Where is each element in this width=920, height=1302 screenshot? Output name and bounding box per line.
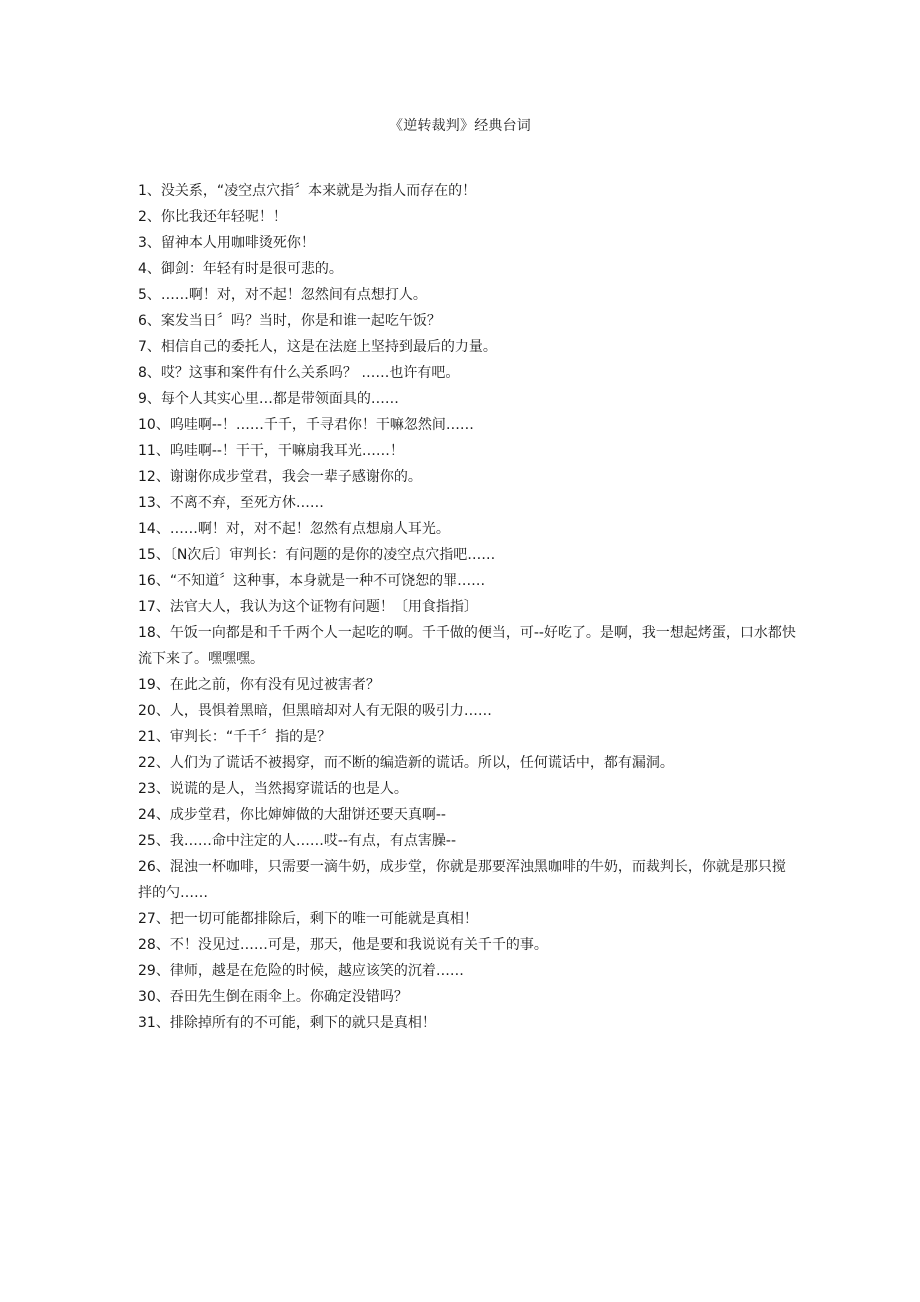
- quote-text: 留神本人用咖啡烫死你！: [160, 235, 315, 251]
- quote-number: 17: [138, 599, 156, 615]
- quote-item: [138, 516, 798, 542]
- quote-separator: 、: [155, 937, 170, 953]
- quote-separator: 、: [155, 859, 170, 875]
- quote-number: 16: [138, 573, 156, 589]
- quote-text: 审判长：“千千〞指的是？: [169, 729, 332, 745]
- quote-item: [138, 724, 798, 750]
- quote-item: [138, 308, 798, 334]
- quote-text: 每个人其实心里…都是带领面具的……: [160, 391, 399, 407]
- quote-separator: 、: [155, 443, 170, 459]
- quote-number: 9: [138, 391, 147, 407]
- quote-text: 不离不弃，至死方休……: [169, 495, 324, 511]
- quote-item: [138, 620, 798, 672]
- quote-text: ……啊！对，对不起！忽然间有点想打人。: [160, 287, 427, 303]
- quote-number: 4: [138, 261, 147, 277]
- quote-text: 案发当日〞吗？当时，你是和谁一起吃午饭？: [160, 313, 441, 329]
- quote-item: [138, 412, 798, 438]
- quote-separator: 、: [155, 963, 170, 979]
- quote-number: 2: [138, 209, 147, 225]
- quote-separator: 、: [146, 261, 161, 277]
- quote-item: [138, 958, 798, 984]
- quote-text: “不知道〞这种事，本身就是一种不可饶恕的罪……: [169, 573, 486, 589]
- quote-separator: 、: [146, 365, 161, 381]
- quote-number: 31: [138, 1015, 156, 1031]
- quote-item: [138, 594, 798, 620]
- quote-separator: 、: [146, 287, 161, 303]
- quote-text: 吞田先生倒在雨伞上。你确定没错吗？: [169, 989, 408, 1005]
- quote-separator: 、: [155, 781, 170, 797]
- quote-number: 11: [138, 443, 156, 459]
- quote-number: 19: [138, 677, 156, 693]
- quote-number: 27: [138, 911, 156, 927]
- quote-item: [138, 932, 798, 958]
- quote-text: 哎？这事和案件有什么关系吗？ ……也许有吧。: [160, 365, 460, 381]
- quote-text: 人，畏惧着黑暗，但黑暗却对人有无限的吸引力……: [169, 703, 492, 719]
- quote-item: [138, 568, 798, 594]
- quote-text: 相信自己的委托人，这是在法庭上坚持到最后的力量。: [160, 339, 497, 355]
- quote-number: 22: [138, 755, 156, 771]
- quote-separator: 、: [146, 313, 161, 329]
- quote-separator: 、: [155, 625, 170, 641]
- quote-number: 7: [138, 339, 147, 355]
- quote-text: 谢谢你成步堂君，我会一辈子感谢你的。: [169, 469, 422, 485]
- quote-number: 3: [138, 235, 147, 251]
- quote-item: [138, 256, 798, 282]
- quote-number: 26: [138, 859, 156, 875]
- quote-item: [138, 854, 798, 906]
- quote-item: [138, 672, 798, 698]
- quote-number: 8: [138, 365, 147, 381]
- quote-separator: 、: [155, 989, 170, 1005]
- quote-separator: 、: [155, 521, 170, 537]
- quote-text: 在此之前，你有没有见过被害者？: [169, 677, 380, 693]
- quote-number: 24: [138, 807, 156, 823]
- quote-number: 30: [138, 989, 156, 1005]
- quote-text: 混浊一杯咖啡，只需要一滴牛奶，成步堂，你就是那要浑浊黑咖啡的牛奶，而裁判长，你就是那只搅拌的勺……: [138, 859, 786, 901]
- quote-item: [138, 386, 798, 412]
- quote-item: [138, 1010, 798, 1036]
- quote-text: 律师，越是在危险的时候，越应该笑的沉着……: [169, 963, 464, 979]
- quote-separator: 、: [155, 573, 170, 589]
- quote-separator: 、: [146, 235, 161, 251]
- quote-number: 14: [138, 521, 156, 537]
- quote-item: [138, 438, 798, 464]
- quote-separator: 、: [155, 677, 170, 693]
- quote-number: 10: [138, 417, 156, 433]
- quote-number: 13: [138, 495, 156, 511]
- quote-text: 成步堂君，你比婶婶做的大甜饼还要天真啊--: [169, 807, 446, 823]
- quote-item: [138, 334, 798, 360]
- quote-separator: 、: [146, 339, 161, 355]
- quote-number: 12: [138, 469, 156, 485]
- quote-number: 29: [138, 963, 156, 979]
- quote-separator: 、: [155, 807, 170, 823]
- quote-list: [138, 178, 798, 1036]
- quote-number: 23: [138, 781, 156, 797]
- quote-item: [138, 750, 798, 776]
- quote-item: [138, 906, 798, 932]
- quote-text: 排除掉所有的不可能，剩下的就只是真相！: [169, 1015, 436, 1031]
- quote-separator: 、: [155, 703, 170, 719]
- quote-text: 呜哇啊--！……千千，千寻君你！干嘛忽然间……: [169, 417, 474, 433]
- quote-separator: 、: [155, 1015, 170, 1031]
- quote-separator: 、: [155, 755, 170, 771]
- quote-separator: 、: [155, 729, 170, 745]
- quote-item: [138, 282, 798, 308]
- quote-number: 18: [138, 625, 156, 641]
- quote-number: 1: [138, 183, 147, 199]
- quote-number: 25: [138, 833, 156, 849]
- quote-item: [138, 230, 798, 256]
- quote-text: 你比我还年轻呢！！: [160, 209, 287, 225]
- quote-item: [138, 490, 798, 516]
- quote-text: 把一切可能都排除后，剩下的唯一可能就是真相！: [169, 911, 478, 927]
- quote-number: 5: [138, 287, 147, 303]
- quote-separator: 、: [155, 417, 170, 433]
- quote-text: 午饭一向都是和千千两个人一起吃的啊。千千做的便当，可--好吃了。是啊，我一想起烤蛋，口水都快流下来了。嘿嘿嘿。: [138, 625, 796, 667]
- quote-item: [138, 984, 798, 1010]
- quote-item: [138, 204, 798, 230]
- quote-item: [138, 698, 798, 724]
- quote-text: 法官大人，我认为这个证物有问题！〔用食指指〕: [169, 599, 478, 615]
- quote-text: 我……命中注定的人……哎--有点，有点害臊--: [169, 833, 457, 849]
- quote-number: 15: [138, 547, 156, 563]
- quote-separator: 、: [155, 547, 170, 563]
- quote-text: 〔N次后〕审判长：有问题的是你的凌空点穴指吧……: [169, 547, 496, 563]
- quote-separator: 、: [155, 599, 170, 615]
- quote-text: ……啊！对，对不起！忽然有点想扇人耳光。: [169, 521, 450, 537]
- quote-item: [138, 360, 798, 386]
- quote-separator: 、: [155, 833, 170, 849]
- quote-number: 20: [138, 703, 156, 719]
- quote-text: 御剑：年轻有时是很可悲的。: [160, 261, 343, 277]
- quote-item: [138, 464, 798, 490]
- quote-item: [138, 828, 798, 854]
- quote-text: 没关系，“凌空点穴指〞本来就是为指人而存在的！: [160, 183, 477, 199]
- quote-text: 呜哇啊--！干干，干嘛扇我耳光……！: [169, 443, 404, 459]
- quote-separator: 、: [155, 911, 170, 927]
- quote-separator: 、: [146, 209, 161, 225]
- quote-separator: 、: [155, 469, 170, 485]
- quote-number: 28: [138, 937, 156, 953]
- quote-text: 不！没见过……可是，那天，他是要和我说说有关千千的事。: [169, 937, 548, 953]
- quote-text: 说谎的是人，当然揭穿谎话的也是人。: [169, 781, 408, 797]
- quote-number: 6: [138, 313, 147, 329]
- document-title: 《逆转裁判》经典台词: [389, 118, 531, 134]
- quote-separator: 、: [146, 391, 161, 407]
- quote-item: [138, 542, 798, 568]
- quote-number: 21: [138, 729, 156, 745]
- quote-separator: 、: [146, 183, 161, 199]
- quote-item: [138, 802, 798, 828]
- quote-separator: 、: [155, 495, 170, 511]
- quote-item: [138, 776, 798, 802]
- quote-text: 人们为了谎话不被揭穿，而不断的编造新的谎话。所以，任何谎话中，都有漏洞。: [169, 755, 674, 771]
- quote-item: [138, 178, 798, 204]
